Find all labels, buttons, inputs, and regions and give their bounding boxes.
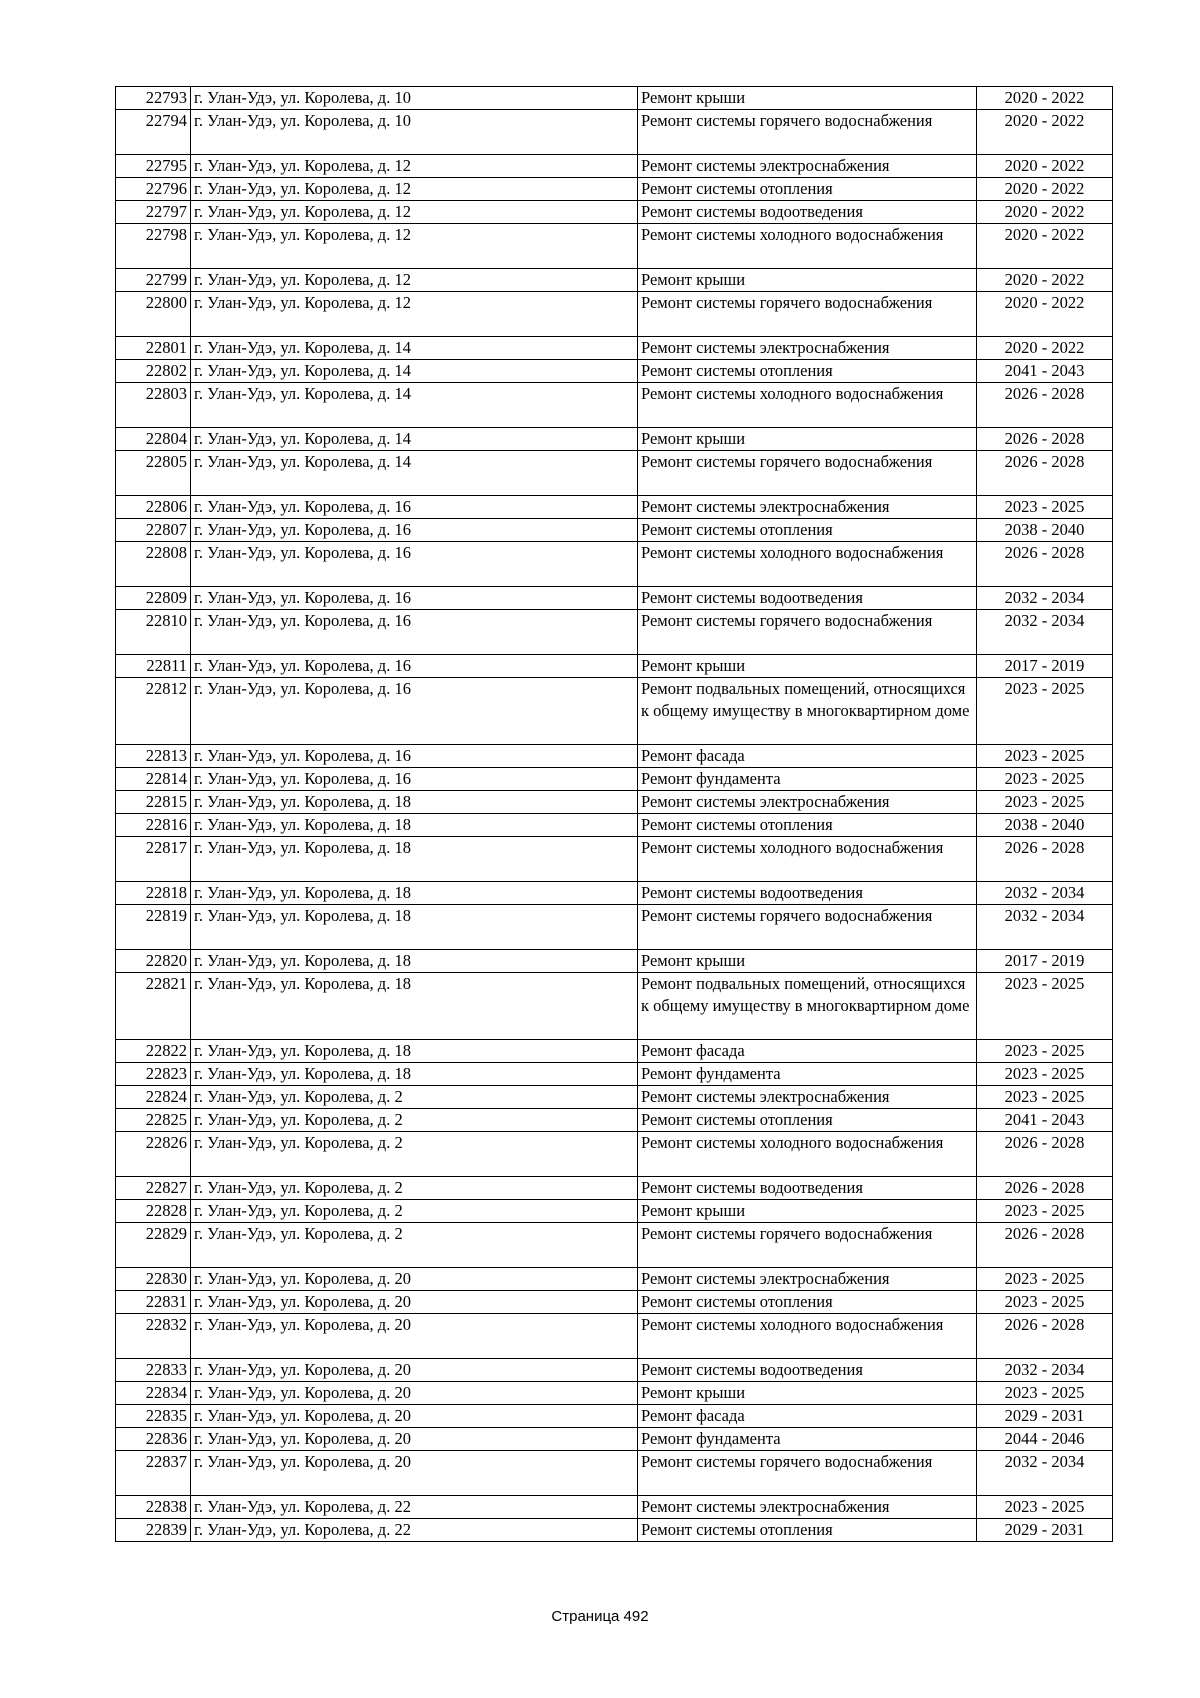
work-type-cell: Ремонт системы холодного водоснабжения <box>638 837 977 882</box>
row-number-cell: 22824 <box>116 1086 191 1109</box>
period-cell: 2029 - 2031 <box>977 1405 1113 1428</box>
address-cell: г. Улан-Удэ, ул. Королева, д. 16 <box>191 655 638 678</box>
period-cell: 2023 - 2025 <box>977 768 1113 791</box>
period-cell: 2044 - 2046 <box>977 1428 1113 1451</box>
work-type-cell: Ремонт системы электроснабжения <box>638 1496 977 1519</box>
address-cell: г. Улан-Удэ, ул. Королева, д. 2 <box>191 1223 638 1268</box>
work-type-cell: Ремонт системы электроснабжения <box>638 1086 977 1109</box>
row-number-cell: 22822 <box>116 1040 191 1063</box>
address-cell: г. Улан-Удэ, ул. Королева, д. 16 <box>191 519 638 542</box>
work-type-cell: Ремонт системы водоотведения <box>638 587 977 610</box>
address-cell: г. Улан-Удэ, ул. Королева, д. 18 <box>191 973 638 1040</box>
table-row <box>116 1268 1113 1291</box>
row-number-cell: 22825 <box>116 1109 191 1132</box>
address-cell: г. Улан-Удэ, ул. Королева, д. 20 <box>191 1291 638 1314</box>
table-row <box>116 655 1113 678</box>
table-row <box>116 269 1113 292</box>
table-row <box>116 178 1113 201</box>
period-cell: 2023 - 2025 <box>977 678 1113 745</box>
address-cell: г. Улан-Удэ, ул. Королева, д. 20 <box>191 1405 638 1428</box>
table-row <box>116 837 1113 882</box>
period-cell: 2026 - 2028 <box>977 428 1113 451</box>
row-number-cell: 22796 <box>116 178 191 201</box>
period-cell: 2023 - 2025 <box>977 496 1113 519</box>
address-cell: г. Улан-Удэ, ул. Королева, д. 18 <box>191 1063 638 1086</box>
row-number-cell: 22811 <box>116 655 191 678</box>
table-body <box>116 87 1113 1542</box>
address-cell: г. Улан-Удэ, ул. Королева, д. 14 <box>191 337 638 360</box>
row-number-cell: 22827 <box>116 1177 191 1200</box>
table-row <box>116 610 1113 655</box>
row-number-cell: 22810 <box>116 610 191 655</box>
address-cell: г. Улан-Удэ, ул. Королева, д. 12 <box>191 155 638 178</box>
address-cell: г. Улан-Удэ, ул. Королева, д. 16 <box>191 768 638 791</box>
work-type-cell: Ремонт фундамента <box>638 1428 977 1451</box>
work-type-cell: Ремонт фундамента <box>638 1063 977 1086</box>
work-type-cell: Ремонт крыши <box>638 950 977 973</box>
table-row <box>116 1200 1113 1223</box>
address-cell: г. Улан-Удэ, ул. Королева, д. 16 <box>191 496 638 519</box>
address-cell: г. Улан-Удэ, ул. Королева, д. 14 <box>191 383 638 428</box>
row-number-cell: 22832 <box>116 1314 191 1359</box>
address-cell: г. Улан-Удэ, ул. Королева, д. 22 <box>191 1496 638 1519</box>
period-cell: 2023 - 2025 <box>977 1382 1113 1405</box>
address-cell: г. Улан-Удэ, ул. Королева, д. 12 <box>191 201 638 224</box>
address-cell: г. Улан-Удэ, ул. Королева, д. 20 <box>191 1268 638 1291</box>
table-row <box>116 1428 1113 1451</box>
work-type-cell: Ремонт системы водоотведения <box>638 201 977 224</box>
address-cell: г. Улан-Удэ, ул. Королева, д. 18 <box>191 837 638 882</box>
table-row <box>116 496 1113 519</box>
work-type-cell: Ремонт фасада <box>638 1040 977 1063</box>
table-row <box>116 1063 1113 1086</box>
period-cell: 2029 - 2031 <box>977 1519 1113 1542</box>
work-type-cell: Ремонт системы отопления <box>638 360 977 383</box>
work-type-cell: Ремонт крыши <box>638 1382 977 1405</box>
row-number-cell: 22795 <box>116 155 191 178</box>
address-cell: г. Улан-Удэ, ул. Королева, д. 10 <box>191 110 638 155</box>
table-row <box>116 814 1113 837</box>
work-type-cell: Ремонт системы электроснабжения <box>638 1268 977 1291</box>
period-cell: 2026 - 2028 <box>977 1132 1113 1177</box>
period-cell: 2020 - 2022 <box>977 87 1113 110</box>
address-cell: г. Улан-Удэ, ул. Королева, д. 12 <box>191 292 638 337</box>
table-row <box>116 110 1113 155</box>
table-row <box>116 1086 1113 1109</box>
table-row <box>116 1177 1113 1200</box>
work-type-cell: Ремонт системы горячего водоснабжения <box>638 110 977 155</box>
row-number-cell: 22812 <box>116 678 191 745</box>
period-cell: 2023 - 2025 <box>977 1496 1113 1519</box>
period-cell: 2023 - 2025 <box>977 1291 1113 1314</box>
period-cell: 2023 - 2025 <box>977 1086 1113 1109</box>
address-cell: г. Улан-Удэ, ул. Королева, д. 12 <box>191 178 638 201</box>
row-number-cell: 22813 <box>116 745 191 768</box>
address-cell: г. Улан-Удэ, ул. Королева, д. 18 <box>191 882 638 905</box>
period-cell: 2026 - 2028 <box>977 1177 1113 1200</box>
table-row <box>116 678 1113 745</box>
address-cell: г. Улан-Удэ, ул. Королева, д. 12 <box>191 224 638 269</box>
table-row <box>116 1291 1113 1314</box>
address-cell: г. Улан-Удэ, ул. Королева, д. 14 <box>191 428 638 451</box>
row-number-cell: 22807 <box>116 519 191 542</box>
work-type-cell: Ремонт системы отопления <box>638 178 977 201</box>
work-type-cell: Ремонт системы горячего водоснабжения <box>638 292 977 337</box>
address-cell: г. Улан-Удэ, ул. Королева, д. 18 <box>191 950 638 973</box>
period-cell: 2026 - 2028 <box>977 1223 1113 1268</box>
period-cell: 2032 - 2034 <box>977 1451 1113 1496</box>
table-row <box>116 1223 1113 1268</box>
row-number-cell: 22793 <box>116 87 191 110</box>
address-cell: г. Улан-Удэ, ул. Королева, д. 16 <box>191 678 638 745</box>
address-cell: г. Улан-Удэ, ул. Королева, д. 16 <box>191 745 638 768</box>
row-number-cell: 22829 <box>116 1223 191 1268</box>
address-cell: г. Улан-Удэ, ул. Королева, д. 2 <box>191 1109 638 1132</box>
period-cell: 2026 - 2028 <box>977 451 1113 496</box>
table-row <box>116 950 1113 973</box>
table-row <box>116 360 1113 383</box>
work-type-cell: Ремонт системы холодного водоснабжения <box>638 1132 977 1177</box>
period-cell: 2032 - 2034 <box>977 587 1113 610</box>
address-cell: г. Улан-Удэ, ул. Королева, д. 2 <box>191 1086 638 1109</box>
row-number-cell: 22838 <box>116 1496 191 1519</box>
address-cell: г. Улан-Удэ, ул. Королева, д. 20 <box>191 1314 638 1359</box>
table-row <box>116 383 1113 428</box>
row-number-cell: 22831 <box>116 1291 191 1314</box>
period-cell: 2032 - 2034 <box>977 610 1113 655</box>
row-number-cell: 22819 <box>116 905 191 950</box>
row-number-cell: 22837 <box>116 1451 191 1496</box>
work-type-cell: Ремонт крыши <box>638 269 977 292</box>
table-row <box>116 1519 1113 1542</box>
address-cell: г. Улан-Удэ, ул. Королева, д. 20 <box>191 1382 638 1405</box>
work-type-cell: Ремонт системы отопления <box>638 1109 977 1132</box>
table-row <box>116 1496 1113 1519</box>
period-cell: 2026 - 2028 <box>977 542 1113 587</box>
period-cell: 2041 - 2043 <box>977 1109 1113 1132</box>
address-cell: г. Улан-Удэ, ул. Королева, д. 2 <box>191 1200 638 1223</box>
table-row <box>116 292 1113 337</box>
table-row <box>116 1314 1113 1359</box>
table-row <box>116 224 1113 269</box>
row-number-cell: 22817 <box>116 837 191 882</box>
table-row <box>116 1359 1113 1382</box>
work-type-cell: Ремонт системы водоотведения <box>638 1177 977 1200</box>
work-type-cell: Ремонт крыши <box>638 655 977 678</box>
work-type-cell: Ремонт системы электроснабжения <box>638 496 977 519</box>
period-cell: 2020 - 2022 <box>977 178 1113 201</box>
table-row <box>116 1040 1113 1063</box>
row-number-cell: 22805 <box>116 451 191 496</box>
address-cell: г. Улан-Удэ, ул. Королева, д. 16 <box>191 610 638 655</box>
row-number-cell: 22820 <box>116 950 191 973</box>
work-type-cell: Ремонт фасада <box>638 745 977 768</box>
table-row <box>116 791 1113 814</box>
row-number-cell: 22826 <box>116 1132 191 1177</box>
row-number-cell: 22836 <box>116 1428 191 1451</box>
table-row <box>116 519 1113 542</box>
row-number-cell: 22801 <box>116 337 191 360</box>
address-cell: г. Улан-Удэ, ул. Королева, д. 12 <box>191 269 638 292</box>
work-type-cell: Ремонт крыши <box>638 1200 977 1223</box>
work-type-cell: Ремонт системы отопления <box>638 814 977 837</box>
address-cell: г. Улан-Удэ, ул. Королева, д. 14 <box>191 451 638 496</box>
table-row <box>116 1132 1113 1177</box>
period-cell: 2023 - 2025 <box>977 1040 1113 1063</box>
table-row <box>116 337 1113 360</box>
period-cell: 2020 - 2022 <box>977 337 1113 360</box>
address-cell: г. Улан-Удэ, ул. Королева, д. 2 <box>191 1132 638 1177</box>
period-cell: 2023 - 2025 <box>977 1268 1113 1291</box>
period-cell: 2038 - 2040 <box>977 519 1113 542</box>
period-cell: 2017 - 2019 <box>977 655 1113 678</box>
page-number: Страница 492 <box>551 1608 649 1625</box>
work-type-cell: Ремонт подвальных помещений, относящихся к общему имуществу в многоквартирном доме <box>638 973 977 1040</box>
work-type-cell: Ремонт крыши <box>638 428 977 451</box>
work-type-cell: Ремонт подвальных помещений, относящихся к общему имуществу в многоквартирном доме <box>638 678 977 745</box>
work-type-cell: Ремонт системы горячего водоснабжения <box>638 1223 977 1268</box>
table-row <box>116 155 1113 178</box>
period-cell: 2023 - 2025 <box>977 745 1113 768</box>
period-cell: 2023 - 2025 <box>977 1200 1113 1223</box>
work-type-cell: Ремонт системы водоотведения <box>638 882 977 905</box>
period-cell: 2020 - 2022 <box>977 110 1113 155</box>
table-row <box>116 1451 1113 1496</box>
row-number-cell: 22835 <box>116 1405 191 1428</box>
work-type-cell: Ремонт системы электроснабжения <box>638 337 977 360</box>
period-cell: 2038 - 2040 <box>977 814 1113 837</box>
row-number-cell: 22802 <box>116 360 191 383</box>
address-cell: г. Улан-Удэ, ул. Королева, д. 10 <box>191 87 638 110</box>
row-number-cell: 22797 <box>116 201 191 224</box>
period-cell: 2017 - 2019 <box>977 950 1113 973</box>
row-number-cell: 22830 <box>116 1268 191 1291</box>
row-number-cell: 22828 <box>116 1200 191 1223</box>
address-cell: г. Улан-Удэ, ул. Королева, д. 2 <box>191 1177 638 1200</box>
row-number-cell: 22821 <box>116 973 191 1040</box>
row-number-cell: 22823 <box>116 1063 191 1086</box>
work-type-cell: Ремонт системы водоотведения <box>638 1359 977 1382</box>
address-cell: г. Улан-Удэ, ул. Королева, д. 18 <box>191 814 638 837</box>
repair-schedule-table <box>115 86 1113 1542</box>
address-cell: г. Улан-Удэ, ул. Королева, д. 20 <box>191 1428 638 1451</box>
table-row <box>116 542 1113 587</box>
period-cell: 2026 - 2028 <box>977 383 1113 428</box>
table-row <box>116 201 1113 224</box>
row-number-cell: 22839 <box>116 1519 191 1542</box>
row-number-cell: 22799 <box>116 269 191 292</box>
work-type-cell: Ремонт системы отопления <box>638 1291 977 1314</box>
table-row <box>116 1382 1113 1405</box>
period-cell: 2032 - 2034 <box>977 1359 1113 1382</box>
row-number-cell: 22833 <box>116 1359 191 1382</box>
table-row <box>116 768 1113 791</box>
row-number-cell: 22800 <box>116 292 191 337</box>
address-cell: г. Улан-Удэ, ул. Королева, д. 22 <box>191 1519 638 1542</box>
table-row <box>116 882 1113 905</box>
address-cell: г. Улан-Удэ, ул. Королева, д. 20 <box>191 1359 638 1382</box>
work-type-cell: Ремонт системы горячего водоснабжения <box>638 1451 977 1496</box>
table-row <box>116 1405 1113 1428</box>
period-cell: 2026 - 2028 <box>977 837 1113 882</box>
work-type-cell: Ремонт системы горячего водоснабжения <box>638 451 977 496</box>
work-type-cell: Ремонт системы холодного водоснабжения <box>638 1314 977 1359</box>
table-row <box>116 87 1113 110</box>
period-cell: 2020 - 2022 <box>977 201 1113 224</box>
address-cell: г. Улан-Удэ, ул. Королева, д. 18 <box>191 905 638 950</box>
address-cell: г. Улан-Удэ, ул. Королева, д. 20 <box>191 1451 638 1496</box>
period-cell: 2023 - 2025 <box>977 973 1113 1040</box>
work-type-cell: Ремонт фундамента <box>638 768 977 791</box>
table-row <box>116 451 1113 496</box>
table-row <box>116 745 1113 768</box>
period-cell: 2041 - 2043 <box>977 360 1113 383</box>
table-row <box>116 1109 1113 1132</box>
work-type-cell: Ремонт системы электроснабжения <box>638 791 977 814</box>
row-number-cell: 22804 <box>116 428 191 451</box>
work-type-cell: Ремонт крыши <box>638 87 977 110</box>
work-type-cell: Ремонт системы горячего водоснабжения <box>638 610 977 655</box>
period-cell: 2020 - 2022 <box>977 155 1113 178</box>
table-row <box>116 905 1113 950</box>
address-cell: г. Улан-Удэ, ул. Королева, д. 16 <box>191 542 638 587</box>
row-number-cell: 22798 <box>116 224 191 269</box>
work-type-cell: Ремонт фасада <box>638 1405 977 1428</box>
work-type-cell: Ремонт системы отопления <box>638 1519 977 1542</box>
address-cell: г. Улан-Удэ, ул. Королева, д. 14 <box>191 360 638 383</box>
row-number-cell: 22814 <box>116 768 191 791</box>
work-type-cell: Ремонт системы горячего водоснабжения <box>638 905 977 950</box>
row-number-cell: 22803 <box>116 383 191 428</box>
period-cell: 2032 - 2034 <box>977 905 1113 950</box>
period-cell: 2020 - 2022 <box>977 292 1113 337</box>
work-type-cell: Ремонт системы электроснабжения <box>638 155 977 178</box>
period-cell: 2026 - 2028 <box>977 1314 1113 1359</box>
table-row <box>116 587 1113 610</box>
row-number-cell: 22818 <box>116 882 191 905</box>
address-cell: г. Улан-Удэ, ул. Королева, д. 18 <box>191 1040 638 1063</box>
period-cell: 2023 - 2025 <box>977 1063 1113 1086</box>
address-cell: г. Улан-Удэ, ул. Королева, д. 18 <box>191 791 638 814</box>
table-row <box>116 428 1113 451</box>
address-cell: г. Улан-Удэ, ул. Королева, д. 16 <box>191 587 638 610</box>
row-number-cell: 22806 <box>116 496 191 519</box>
work-type-cell: Ремонт системы холодного водоснабжения <box>638 383 977 428</box>
work-type-cell: Ремонт системы холодного водоснабжения <box>638 224 977 269</box>
period-cell: 2020 - 2022 <box>977 224 1113 269</box>
row-number-cell: 22834 <box>116 1382 191 1405</box>
row-number-cell: 22809 <box>116 587 191 610</box>
row-number-cell: 22794 <box>116 110 191 155</box>
period-cell: 2023 - 2025 <box>977 791 1113 814</box>
row-number-cell: 22816 <box>116 814 191 837</box>
work-type-cell: Ремонт системы отопления <box>638 519 977 542</box>
row-number-cell: 22815 <box>116 791 191 814</box>
row-number-cell: 22808 <box>116 542 191 587</box>
period-cell: 2032 - 2034 <box>977 882 1113 905</box>
period-cell: 2020 - 2022 <box>977 269 1113 292</box>
table-row <box>116 973 1113 1040</box>
work-type-cell: Ремонт системы холодного водоснабжения <box>638 542 977 587</box>
